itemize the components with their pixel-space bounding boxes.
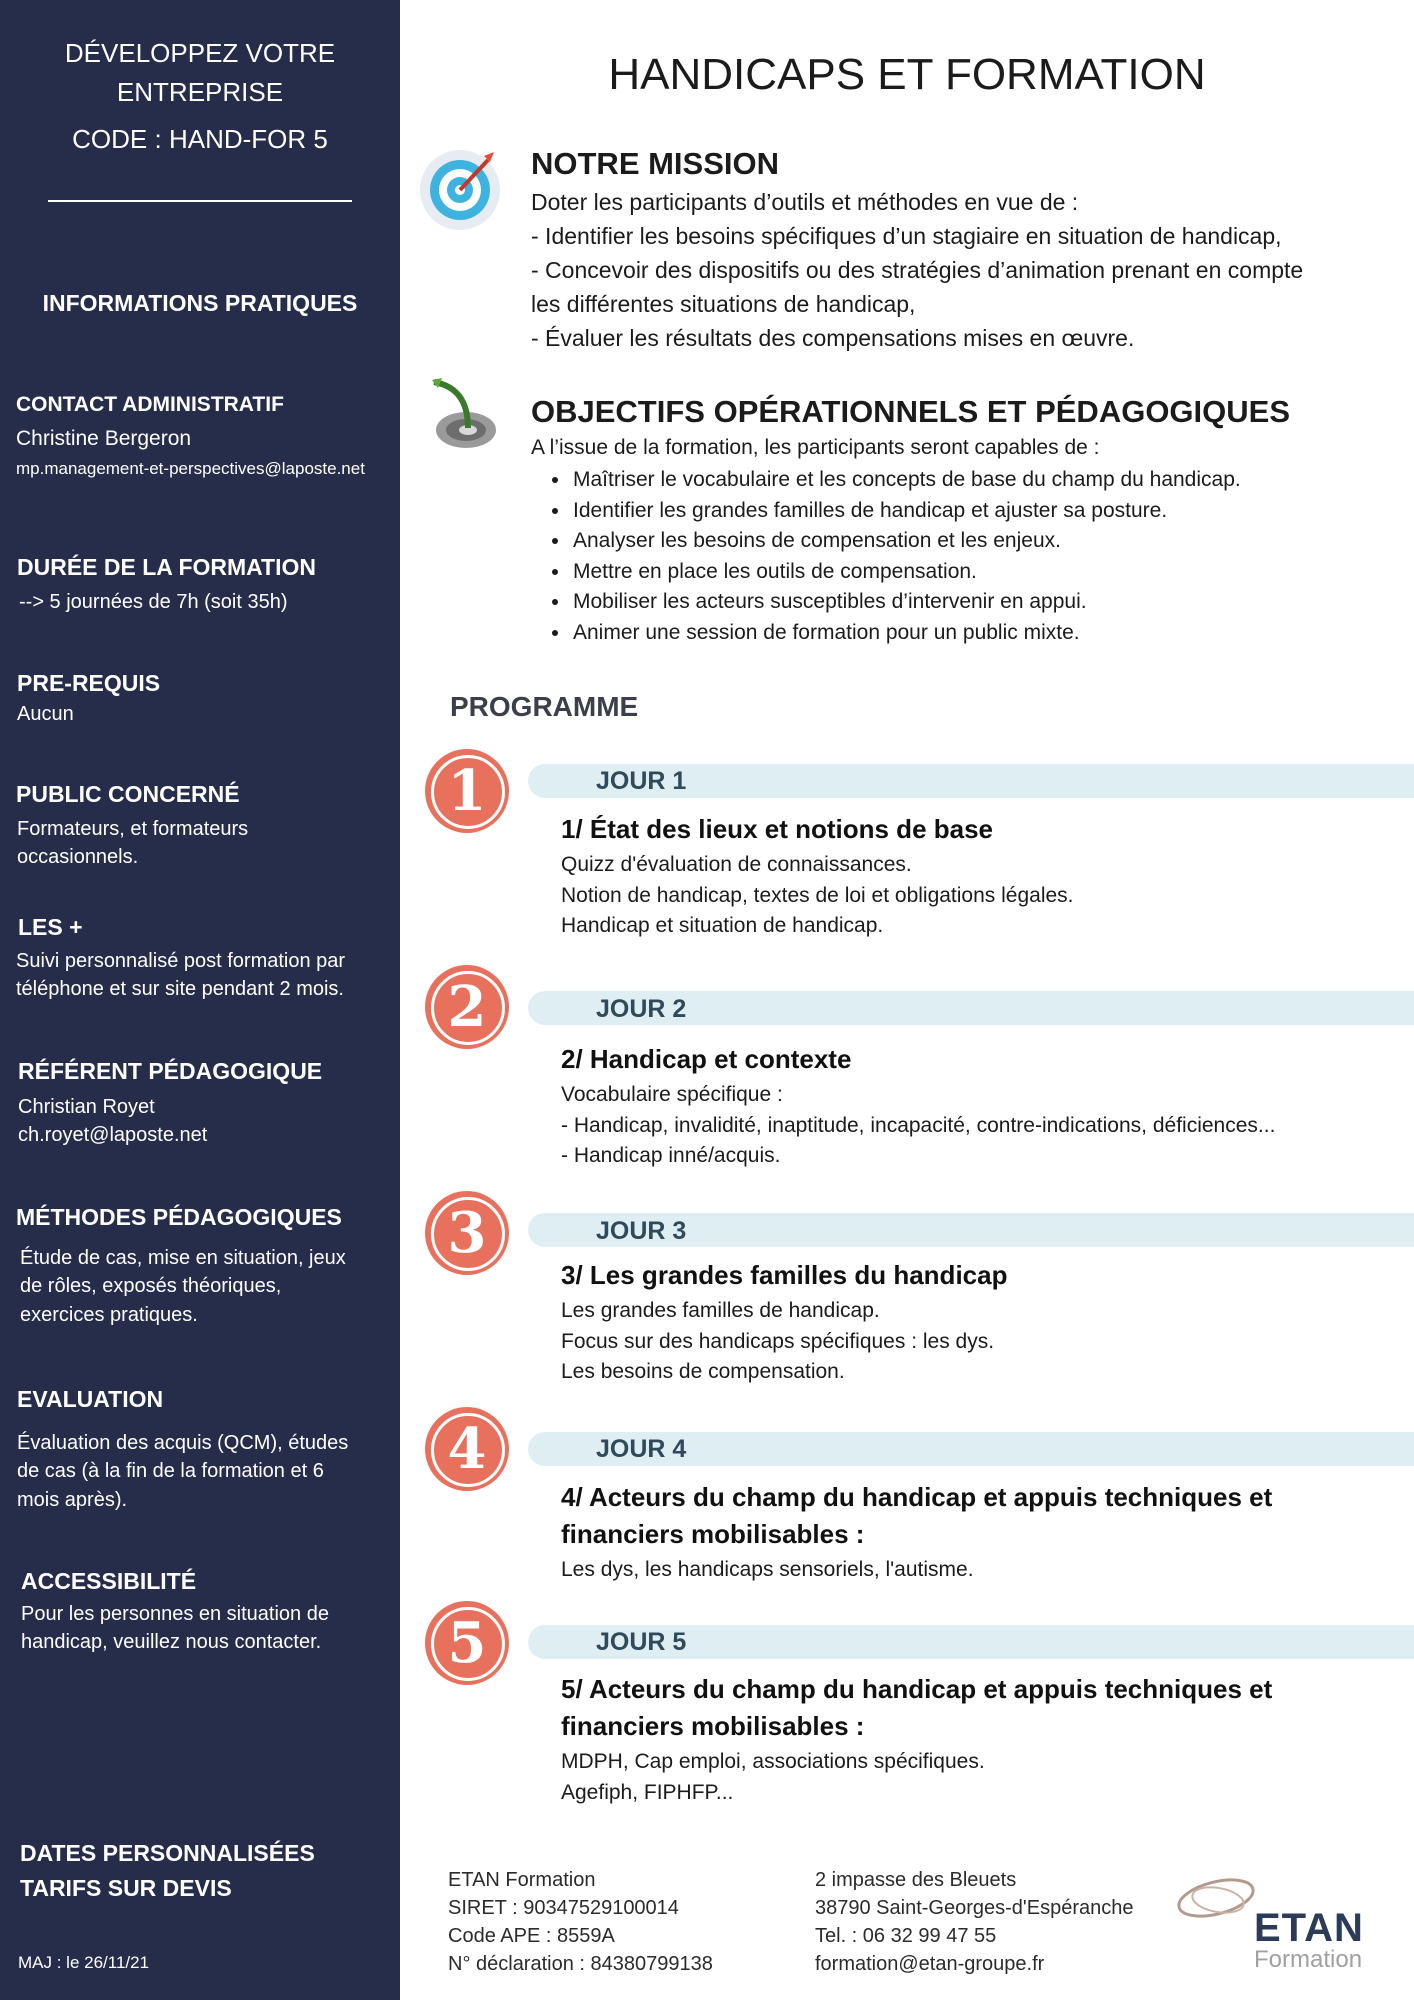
footer-address xyxy=(815,1866,1133,1978)
day-line: Focus sur des handicaps spécifiques : les dys. xyxy=(561,1329,995,1353)
day-4-title xyxy=(561,1479,1272,1553)
maj-date: MAJ : le 26/11/21 xyxy=(18,1953,150,1972)
referent-name: Christian Royet xyxy=(18,1096,155,1118)
day-line: - Handicap inné/acquis. xyxy=(561,1144,781,1167)
day-1-number-badge: 1 xyxy=(425,749,509,833)
day-5-title xyxy=(561,1671,1272,1745)
public-line1: Formateurs, et formateurs xyxy=(17,818,249,840)
day-line: Notion de handicap, textes de loi et obligations légales. xyxy=(561,883,1074,907)
mission-title: NOTRE MISSION xyxy=(531,146,780,181)
footer-line: 38790 Saint-Georges-d'Espéranche xyxy=(815,1897,1134,1919)
day-title-line: financiers mobilisables : xyxy=(561,1711,865,1741)
methodes-line2: de rôles, exposés théoriques, xyxy=(20,1275,282,1297)
course-code: CODE : HAND-FOR 5 xyxy=(72,124,328,154)
day-line: Handicap et situation de handicap. xyxy=(561,914,884,937)
methodes-line3: exercices pratiques. xyxy=(20,1304,198,1326)
footer-line: N° déclaration : 84380799138 xyxy=(448,1953,713,1975)
sidebar-heading-line1: DÉVELOPPEZ VOTRE xyxy=(64,38,336,68)
prereq-title: PRE-REQUIS xyxy=(17,670,161,696)
day-1-label: JOUR 1 xyxy=(596,767,687,795)
day-2-title: 2/ Handicap et contexte xyxy=(561,1044,852,1074)
list-item: • Mettre en place les outils de compensation. xyxy=(571,557,1414,588)
day-1-title: 1/ État des lieux et notions de base xyxy=(561,814,994,844)
company-logo xyxy=(1172,1866,1372,1973)
contact-title: CONTACT ADMINISTRATIF xyxy=(16,393,284,416)
day-3-title: 3/ Les grandes familles du handicap xyxy=(561,1260,1008,1290)
footer-email[interactable]: formation@etan-groupe.fr xyxy=(815,1953,1045,1975)
methodes-line1: Étude de cas, mise en situation, jeux xyxy=(20,1247,346,1269)
mission-line: - Évaluer les résultats des compensations mises en œuvre. xyxy=(531,325,1135,351)
day-4-label: JOUR 4 xyxy=(596,1435,687,1463)
footer-line: Tel. : 06 32 99 47 55 xyxy=(815,1925,997,1947)
logo-swirl-icon xyxy=(1174,1870,1260,1926)
footer-line: ETAN Formation xyxy=(448,1869,596,1891)
day-3-number-badge: 3 xyxy=(425,1191,509,1275)
day-title-line: 5/ Acteurs du champ du handicap et appuis techniques et xyxy=(561,1674,1273,1704)
day-3-content xyxy=(561,1296,994,1388)
duree-text: --> 5 journées de 7h (soit 35h) xyxy=(19,591,288,613)
list-item: • Identifier les grandes familles de handicap et ajuster sa posture. xyxy=(571,496,1414,527)
access-line2: handicap, veuillez nous contacter. xyxy=(21,1631,322,1653)
public-title: PUBLIC CONCERNÉ xyxy=(16,781,240,807)
objectifs-list xyxy=(531,465,1414,648)
logo-main: ETAN xyxy=(1254,1906,1364,1950)
mission-text xyxy=(531,185,1401,355)
plus-title: LES + xyxy=(18,914,83,940)
plus-line2: téléphone et sur site pendant 2 mois. xyxy=(16,978,344,1000)
day-5-label: JOUR 5 xyxy=(596,1628,687,1656)
access-title: ACCESSIBILITÉ xyxy=(21,1568,197,1594)
day-line: Les grandes familles de handicap. xyxy=(561,1299,880,1322)
logo-sub: Formation xyxy=(1254,1946,1363,1973)
day-line: Les besoins de compensation. xyxy=(561,1360,845,1383)
contact-email[interactable]: mp.management-et-perspectives@laposte.net xyxy=(16,459,365,478)
sidebar-heading-line2: ENTREPRISE xyxy=(116,77,284,107)
objectifs-intro: A l’issue de la formation, les participants seront capables de : xyxy=(531,436,1100,459)
mission-line: - Concevoir des dispositifs ou des stratégies d’animation prenant en compte xyxy=(531,257,1304,283)
day-4-number-badge: 4 xyxy=(425,1407,509,1491)
referent-title: RÉFÉRENT PÉDAGOGIQUE xyxy=(18,1058,323,1084)
objectifs-title: OBJECTIFS OPÉRATIONNELS ET PÉDAGOGIQUES xyxy=(531,394,1291,429)
day-title-line: financiers mobilisables : xyxy=(561,1519,865,1549)
methodes-title: MÉTHODES PÉDAGOGIQUES xyxy=(16,1204,342,1230)
day-2-label: JOUR 2 xyxy=(596,995,687,1023)
duree-title: DURÉE DE LA FORMATION xyxy=(17,554,316,580)
dates-line1: DATES PERSONNALISÉES xyxy=(20,1840,315,1866)
evaluation-title: EVALUATION xyxy=(17,1386,164,1412)
mission-line: - Identifier les besoins spécifiques d’un stagiaire en situation de handicap, xyxy=(531,223,1282,249)
list-item: • Animer une session de formation pour un public mixte. xyxy=(571,618,1414,649)
day-line: - Handicap, invalidité, inaptitude, incapacité, contre-indications, déficiences... xyxy=(561,1113,1276,1137)
info-title: INFORMATIONS PRATIQUES xyxy=(42,290,358,316)
day-2-number-badge: 2 xyxy=(425,965,509,1049)
contact-name: Christine Bergeron xyxy=(16,427,192,450)
prereq-text: Aucun xyxy=(17,703,74,725)
mission-line: Doter les participants d’outils et méthodes en vue de : xyxy=(531,189,1079,215)
footer-line: 2 impasse des Bleuets xyxy=(815,1869,1017,1891)
day-5-content xyxy=(561,1747,985,1808)
target-icon xyxy=(418,148,502,232)
growth-arrow-icon xyxy=(428,376,500,452)
day-4-content xyxy=(561,1555,974,1586)
list-item: • Analyser les besoins de compensation et les enjeux. xyxy=(571,526,1414,557)
day-3-label: JOUR 3 xyxy=(596,1217,687,1245)
day-5-number-badge: 5 xyxy=(425,1601,509,1685)
mission-line: les différentes situations de handicap, xyxy=(531,291,916,317)
dates-line2: TARIFS SUR DEVIS xyxy=(20,1875,232,1901)
footer-line: SIRET : 90347529100014 xyxy=(448,1897,679,1919)
sidebar xyxy=(0,0,400,2000)
evaluation-line3: mois après). xyxy=(17,1489,128,1511)
evaluation-line1: Évaluation des acquis (QCM), études xyxy=(17,1432,349,1454)
list-item: • Maîtriser le vocabulaire et les concepts de base du champ du handicap. xyxy=(571,465,1414,496)
day-title-line: 4/ Acteurs du champ du handicap et appuis techniques et xyxy=(561,1482,1273,1512)
access-line1: Pour les personnes en situation de xyxy=(21,1603,329,1625)
day-line: Agefiph, FIPHFP... xyxy=(561,1780,734,1804)
sidebar-divider xyxy=(48,200,352,202)
day-1-content xyxy=(561,850,1074,942)
page-title: HANDICAPS ET FORMATION xyxy=(608,50,1206,99)
footer-company xyxy=(448,1866,713,1978)
programme-title: PROGRAMME xyxy=(450,691,639,722)
footer-line: Code APE : 8559A xyxy=(448,1925,615,1947)
list-item: • Mobiliser les acteurs susceptibles d’intervenir en appui. xyxy=(571,587,1414,618)
day-line: MDPH, Cap emploi, associations spécifiques. xyxy=(561,1750,985,1773)
day-line: Quizz d'évaluation de connaissances. xyxy=(561,853,912,876)
day-line: Vocabulaire spécifique : xyxy=(561,1083,783,1106)
evaluation-line2: de cas (à la fin de la formation et 6 xyxy=(17,1460,324,1482)
plus-line1: Suivi personnalisé post formation par xyxy=(16,950,346,972)
referent-email[interactable]: ch.royet@laposte.net xyxy=(18,1124,208,1146)
day-2-content xyxy=(561,1080,1275,1172)
public-line2: occasionnels. xyxy=(17,846,139,868)
day-line: Les dys, les handicaps sensoriels, l'autisme. xyxy=(561,1558,974,1581)
